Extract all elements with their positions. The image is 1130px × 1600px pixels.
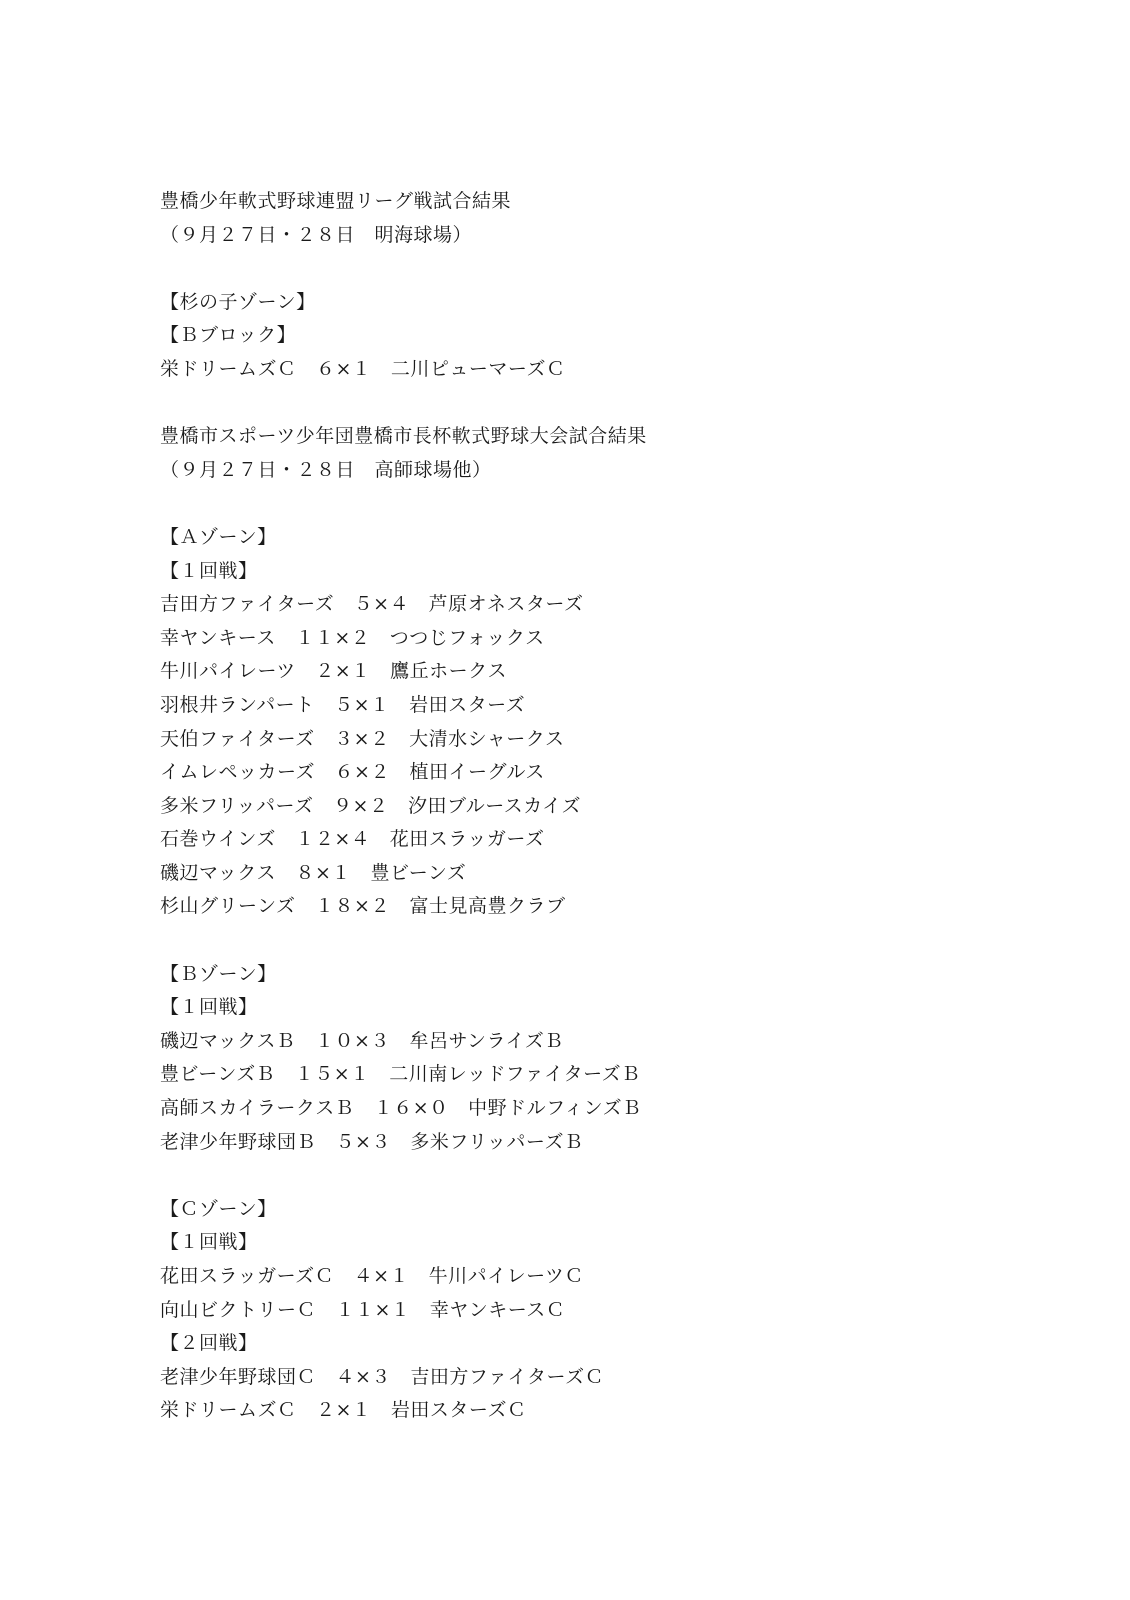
spacer bbox=[160, 252, 1060, 286]
league-date-venue: （９月２７日・２８日 明海球場） bbox=[160, 223, 473, 246]
spacer bbox=[160, 487, 1060, 521]
zone-a-heading: 【Ａゾーン】 bbox=[160, 525, 277, 548]
game-result: 花田スラッガーズＣ ４×１ 牛川パイレーツＣ bbox=[160, 1265, 584, 1287]
game-result: 栄ドリームズＣ ２×１ 岩田スターズＣ bbox=[160, 1399, 527, 1422]
game-result: 老津少年野球団Ｂ ５×３ 多米フリッパーズＢ bbox=[160, 1130, 584, 1153]
game-result: 豊ビーンズＢ １５×１ 二川南レッドファイターズＢ bbox=[160, 1063, 641, 1086]
game-result: 石巻ウインズ １２×４ 花田スラッガーズ bbox=[160, 828, 545, 851]
game-result: 磯辺マックス ８×１ 豊ビーンズ bbox=[160, 861, 467, 884]
tournament-date-venue: （９月２７日・２８日 高師球場他） bbox=[160, 458, 492, 481]
zone-c-round2-heading: 【２回戦】 bbox=[160, 1332, 258, 1355]
document-body bbox=[160, 185, 1060, 1428]
tournament-title: 豊橋市スポーツ少年団豊橋市長杯軟式野球大会試合結果 bbox=[160, 425, 647, 448]
zone-c-round1-heading: 【１回戦】 bbox=[160, 1231, 258, 1254]
zone-b-round1-heading: 【１回戦】 bbox=[160, 996, 258, 1019]
game-result: 天伯ファイターズ ３×２ 大清水シャークス bbox=[160, 727, 565, 750]
game-result: 羽根井ランパート ５×１ 岩田スターズ bbox=[160, 693, 526, 716]
spacer bbox=[160, 924, 1060, 958]
game-result: 幸ヤンキース １１×２ つつじフォックス bbox=[160, 626, 545, 649]
zone-a-round1-heading: 【１回戦】 bbox=[160, 559, 258, 582]
game-result: 向山ビクトリーＣ １１×１ 幸ヤンキースＣ bbox=[160, 1298, 566, 1321]
spacer bbox=[160, 387, 1060, 421]
game-result: 吉田方ファイターズ ５×４ 芦原オネスターズ bbox=[160, 593, 584, 616]
game-result: 杉山グリーンズ １８×２ 富士見高豊クラブ bbox=[160, 895, 566, 918]
league-block-heading: 【Ｂブロック】 bbox=[160, 324, 297, 347]
league-title: 豊橋少年軟式野球連盟リーグ戦試合結果 bbox=[160, 190, 512, 212]
game-result: 磯辺マックスＢ １０×３ 牟呂サンライズＢ bbox=[160, 1029, 564, 1052]
zone-c-heading: 【Ｃゾーン】 bbox=[160, 1197, 277, 1220]
game-result: イムレペッカーズ ６×２ 植田イーグルス bbox=[160, 761, 545, 784]
game-result: 高師スカイラークスＢ １６×０ 中野ドルフィンズＢ bbox=[160, 1097, 642, 1120]
spacer bbox=[160, 1159, 1060, 1193]
league-zone-heading: 【杉の子ゾーン】 bbox=[160, 290, 316, 313]
game-result: 牛川パイレーツ ２×１ 鷹丘ホークス bbox=[160, 660, 507, 683]
league-result: 栄ドリームズＣ ６×１ 二川ピューマーズＣ bbox=[160, 357, 566, 380]
game-result: 多米フリッパーズ ９×２ 汐田ブルースカイズ bbox=[160, 794, 581, 817]
game-result: 老津少年野球団Ｃ ４×３ 吉田方ファイターズＣ bbox=[160, 1365, 605, 1388]
zone-b-heading: 【Ｂゾーン】 bbox=[160, 962, 277, 985]
